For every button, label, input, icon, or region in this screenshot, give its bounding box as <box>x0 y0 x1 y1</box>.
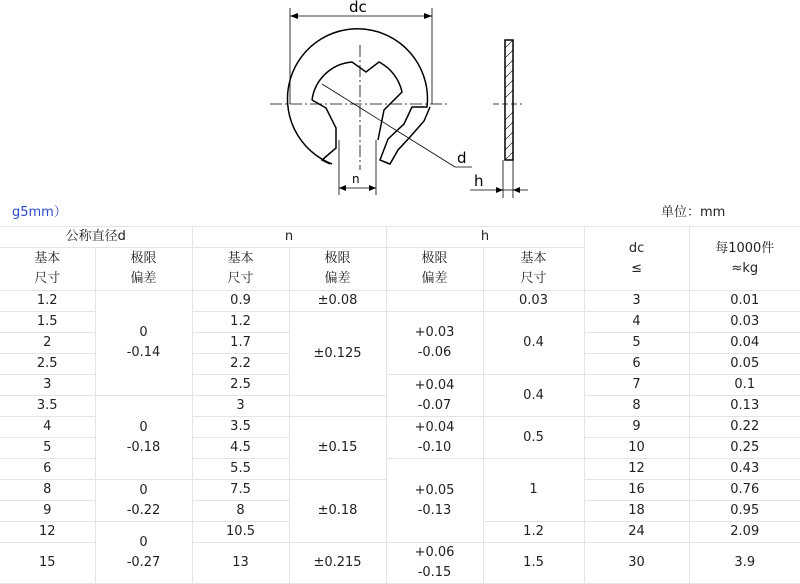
cell-d: 2.5 <box>0 354 95 375</box>
cell-dc: 18 <box>584 501 689 522</box>
cell-dc: 8 <box>584 396 689 417</box>
cell-dc: 10 <box>584 438 689 459</box>
table-caption-fragment: g5mm） <box>12 205 67 220</box>
cell-n: 8 <box>192 501 289 522</box>
table-row <box>0 291 800 312</box>
cell-h-basic: 0.03 <box>483 291 584 312</box>
cell-n: 1.7 <box>192 333 289 354</box>
cell-weight: 0.22 <box>689 417 800 438</box>
cell-d: 1.2 <box>0 291 95 312</box>
cell-weight: 0.13 <box>689 396 800 417</box>
cell-h-tolerance: +0.03 -0.06 <box>386 312 483 375</box>
cell-n-tolerance: ±0.15 <box>289 417 386 480</box>
cell-weight: 0.25 <box>689 438 800 459</box>
cell-d: 12 <box>0 522 95 543</box>
cell-h-tolerance: +0.05 -0.13 <box>386 459 483 543</box>
cell-h-tolerance-empty <box>386 291 483 312</box>
cell-d: 2 <box>0 333 95 354</box>
cell-weight: 2.09 <box>689 522 800 543</box>
e-ring-dimension-table <box>0 226 800 584</box>
cell-d: 3.5 <box>0 396 95 417</box>
header-h-basic-size: 基本 尺寸 <box>483 248 584 291</box>
cell-weight: 0.1 <box>689 375 800 396</box>
dimension-d-label: d <box>457 149 467 167</box>
cell-n-tolerance: ±0.18 <box>289 480 386 543</box>
dimension-n-label: n <box>352 172 360 186</box>
cell-dc: 4 <box>584 312 689 333</box>
cell-dc: 24 <box>584 522 689 543</box>
header-h-limit-deviation: 极限 偏差 <box>386 248 483 291</box>
cell-weight: 0.01 <box>689 291 800 312</box>
cell-dc: 3 <box>584 291 689 312</box>
cell-h-tolerance: +0.04 -0.10 <box>386 417 483 459</box>
cell-weight: 0.76 <box>689 480 800 501</box>
cell-d: 15 <box>0 543 95 584</box>
e-ring-outer-contour <box>287 29 430 164</box>
dimension-arrowheads <box>290 13 520 193</box>
cell-h-basic: 0.4 <box>483 312 584 375</box>
cell-weight: 0.43 <box>689 459 800 480</box>
e-ring-inner-contour <box>312 62 402 164</box>
cell-weight: 3.9 <box>689 543 800 584</box>
side-view-thickness <box>505 40 513 160</box>
cell-n: 3.5 <box>192 417 289 438</box>
cell-n-tolerance: ±0.215 <box>289 543 386 584</box>
header-n-basic-size: 基本 尺寸 <box>192 248 289 291</box>
cell-dc: 5 <box>584 333 689 354</box>
cell-n-tolerance-empty <box>289 396 386 417</box>
cell-n: 2.5 <box>192 375 289 396</box>
header-d-basic-size: 基本 尺寸 <box>0 248 95 291</box>
cell-weight: 0.03 <box>689 312 800 333</box>
cell-n-tolerance: ±0.08 <box>289 291 386 312</box>
cell-n: 13 <box>192 543 289 584</box>
cell-dc: 16 <box>584 480 689 501</box>
cell-h-basic: 1.2 <box>483 522 584 543</box>
cell-d: 4 <box>0 417 95 438</box>
cell-weight: 0.05 <box>689 354 800 375</box>
cell-d: 1.5 <box>0 312 95 333</box>
header-n: n <box>192 227 386 248</box>
e-ring-technical-drawing <box>0 0 800 200</box>
cell-dc: 6 <box>584 354 689 375</box>
cell-d-tolerance: 0 -0.14 <box>95 291 192 396</box>
cell-dc: 7 <box>584 375 689 396</box>
header-nominal-diameter-d: 公称直径d <box>0 227 192 248</box>
dimension-dc-label: dc <box>349 0 367 16</box>
cell-h-tolerance: +0.06 -0.15 <box>386 543 483 584</box>
cell-n: 2.2 <box>192 354 289 375</box>
cell-d-tolerance: 0 -0.27 <box>95 522 192 584</box>
cell-dc: 9 <box>584 417 689 438</box>
cell-n: 10.5 <box>192 522 289 543</box>
cell-n: 4.5 <box>192 438 289 459</box>
unit-label: 单位：mm <box>661 205 726 220</box>
cell-d-tolerance: 0 -0.22 <box>95 480 192 522</box>
cell-h-basic: 1.5 <box>483 543 584 584</box>
cell-weight: 0.95 <box>689 501 800 522</box>
cell-d: 9 <box>0 501 95 522</box>
cell-weight: 0.04 <box>689 333 800 354</box>
cell-n: 5.5 <box>192 459 289 480</box>
cell-h-basic: 0.5 <box>483 417 584 459</box>
dimension-h-label: h <box>474 172 484 190</box>
cell-n: 3 <box>192 396 289 417</box>
header-h: h <box>386 227 584 248</box>
cell-h-basic: 1 <box>483 459 584 522</box>
header-dc: dc ≤ <box>584 227 689 291</box>
header-n-limit-deviation: 极限 偏差 <box>289 248 386 291</box>
header-weight-per-1000: 每1000件 ≈kg <box>689 227 800 291</box>
dimension-d-leader <box>322 84 455 167</box>
cell-h-tolerance: +0.04 -0.07 <box>386 375 483 417</box>
header-d-limit-deviation: 极限 偏差 <box>95 248 192 291</box>
cell-d: 6 <box>0 459 95 480</box>
cell-dc: 30 <box>584 543 689 584</box>
cell-n: 0.9 <box>192 291 289 312</box>
cell-dc: 12 <box>584 459 689 480</box>
cell-n: 1.2 <box>192 312 289 333</box>
cell-n: 7.5 <box>192 480 289 501</box>
cell-d-tolerance: 0 -0.18 <box>95 396 192 480</box>
cell-d: 3 <box>0 375 95 396</box>
cell-d: 5 <box>0 438 95 459</box>
cell-h-basic: 0.4 <box>483 375 584 417</box>
cell-n-tolerance: ±0.125 <box>289 312 386 396</box>
cell-d: 8 <box>0 480 95 501</box>
